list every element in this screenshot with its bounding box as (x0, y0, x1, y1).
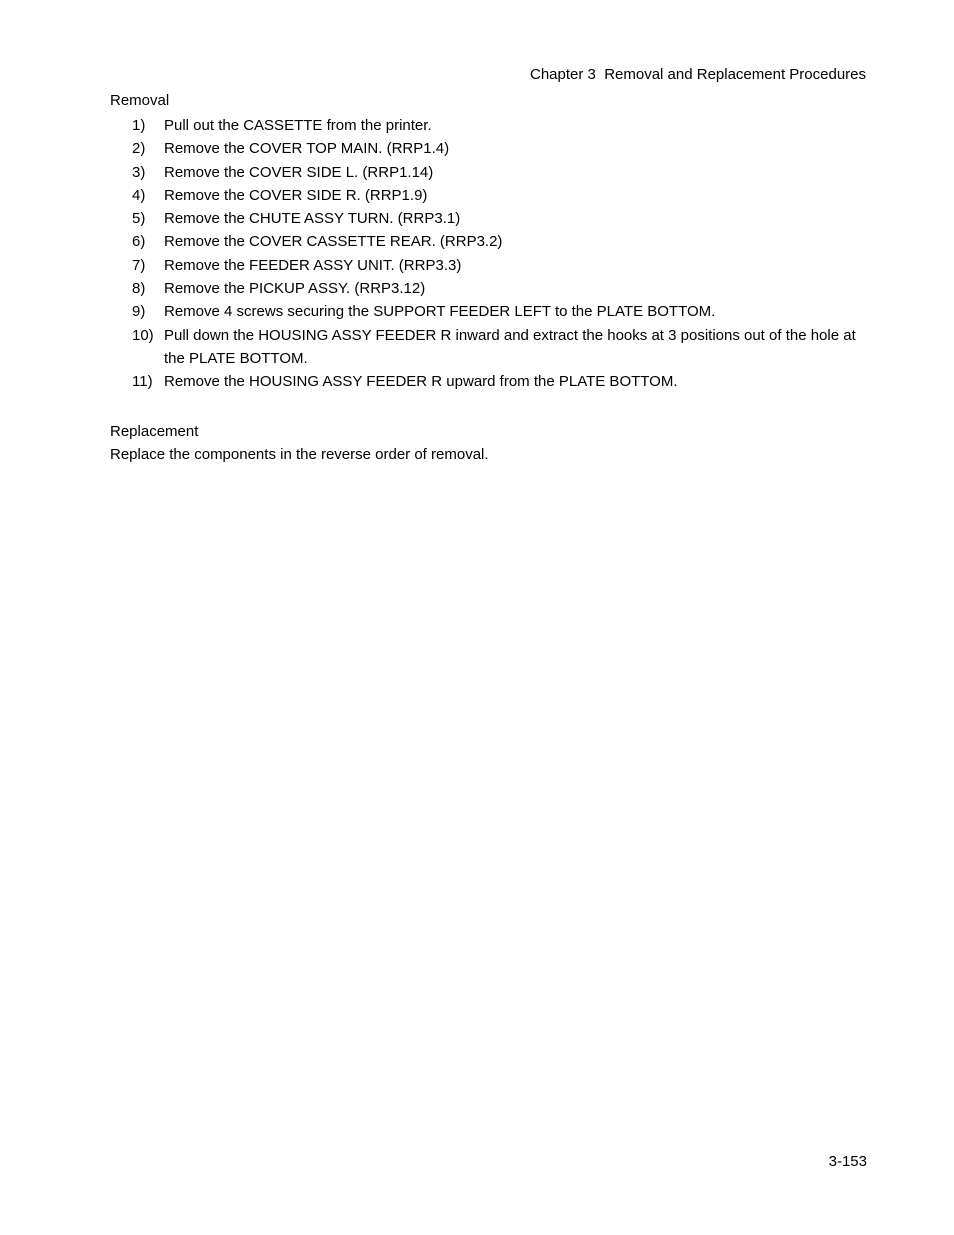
step-number: 3) (132, 163, 146, 181)
replacement-instruction: Replace the components in the reverse order of removal. (110, 446, 489, 463)
removal-step-8 (110, 277, 870, 300)
step-text: Remove the FEEDER ASSY UNIT. (RRP3.3) (164, 256, 462, 274)
step-text: Remove the COVER TOP MAIN. (RRP1.4) (164, 140, 450, 158)
step-number: 10) (132, 326, 154, 344)
step-text: Remove the COVER CASSETTE REAR. (RRP3.2) (164, 233, 503, 251)
step-text: Pull out the CASSETTE from the printer. (164, 117, 432, 134)
step-number: 5) (132, 210, 146, 228)
step-text: Pull down the HOUSING ASSY FEEDER R inward and extract the hooks at 3 positions out of the hole at the PLATE BOTTOM. (164, 326, 856, 367)
step-text: Remove the COVER SIDE L. (RRP1.14) (164, 163, 434, 181)
step-number: 8) (132, 280, 146, 298)
step-text: Remove the CHUTE ASSY TURN. (RRP3.1) (164, 210, 461, 228)
replacement-section (110, 422, 870, 465)
removal-step-10 (110, 324, 870, 371)
step-number: 11) (132, 373, 153, 391)
step-number: 7) (132, 256, 146, 274)
removal-heading: Removal (110, 92, 170, 109)
removal-step-9 (110, 300, 870, 323)
chapter-header: Chapter 3 Removal and Replacement Procedures (529, 66, 866, 83)
step-number: 2) (132, 140, 146, 158)
removal-step-11 (110, 370, 870, 393)
step-number: 4) (132, 186, 146, 204)
step-text: Remove 4 screws securing the SUPPORT FEEDER LEFT to the PLATE BOTTOM. (164, 303, 716, 321)
removal-step-3 (110, 161, 870, 184)
step-number: 1) (132, 117, 146, 134)
step-text: Remove the HOUSING ASSY FEEDER R upward from the PLATE BOTTOM. (164, 373, 678, 391)
step-text: Remove the COVER SIDE R. (RRP1.9) (164, 186, 428, 204)
removal-step-5 (110, 207, 870, 230)
removal-steps-list (110, 114, 870, 394)
removal-step-6 (110, 230, 870, 253)
page-number: 3-153 (828, 1153, 867, 1170)
removal-step-4 (110, 184, 870, 207)
step-text: Remove the PICKUP ASSY. (RRP3.12) (164, 280, 426, 298)
step-number: 6) (132, 233, 146, 251)
removal-section (110, 91, 870, 394)
replacement-heading: Replacement (110, 423, 199, 440)
removal-step-1 (110, 114, 870, 137)
step-number: 9) (132, 303, 146, 321)
removal-step-7 (110, 254, 870, 277)
removal-step-2 (110, 137, 870, 160)
